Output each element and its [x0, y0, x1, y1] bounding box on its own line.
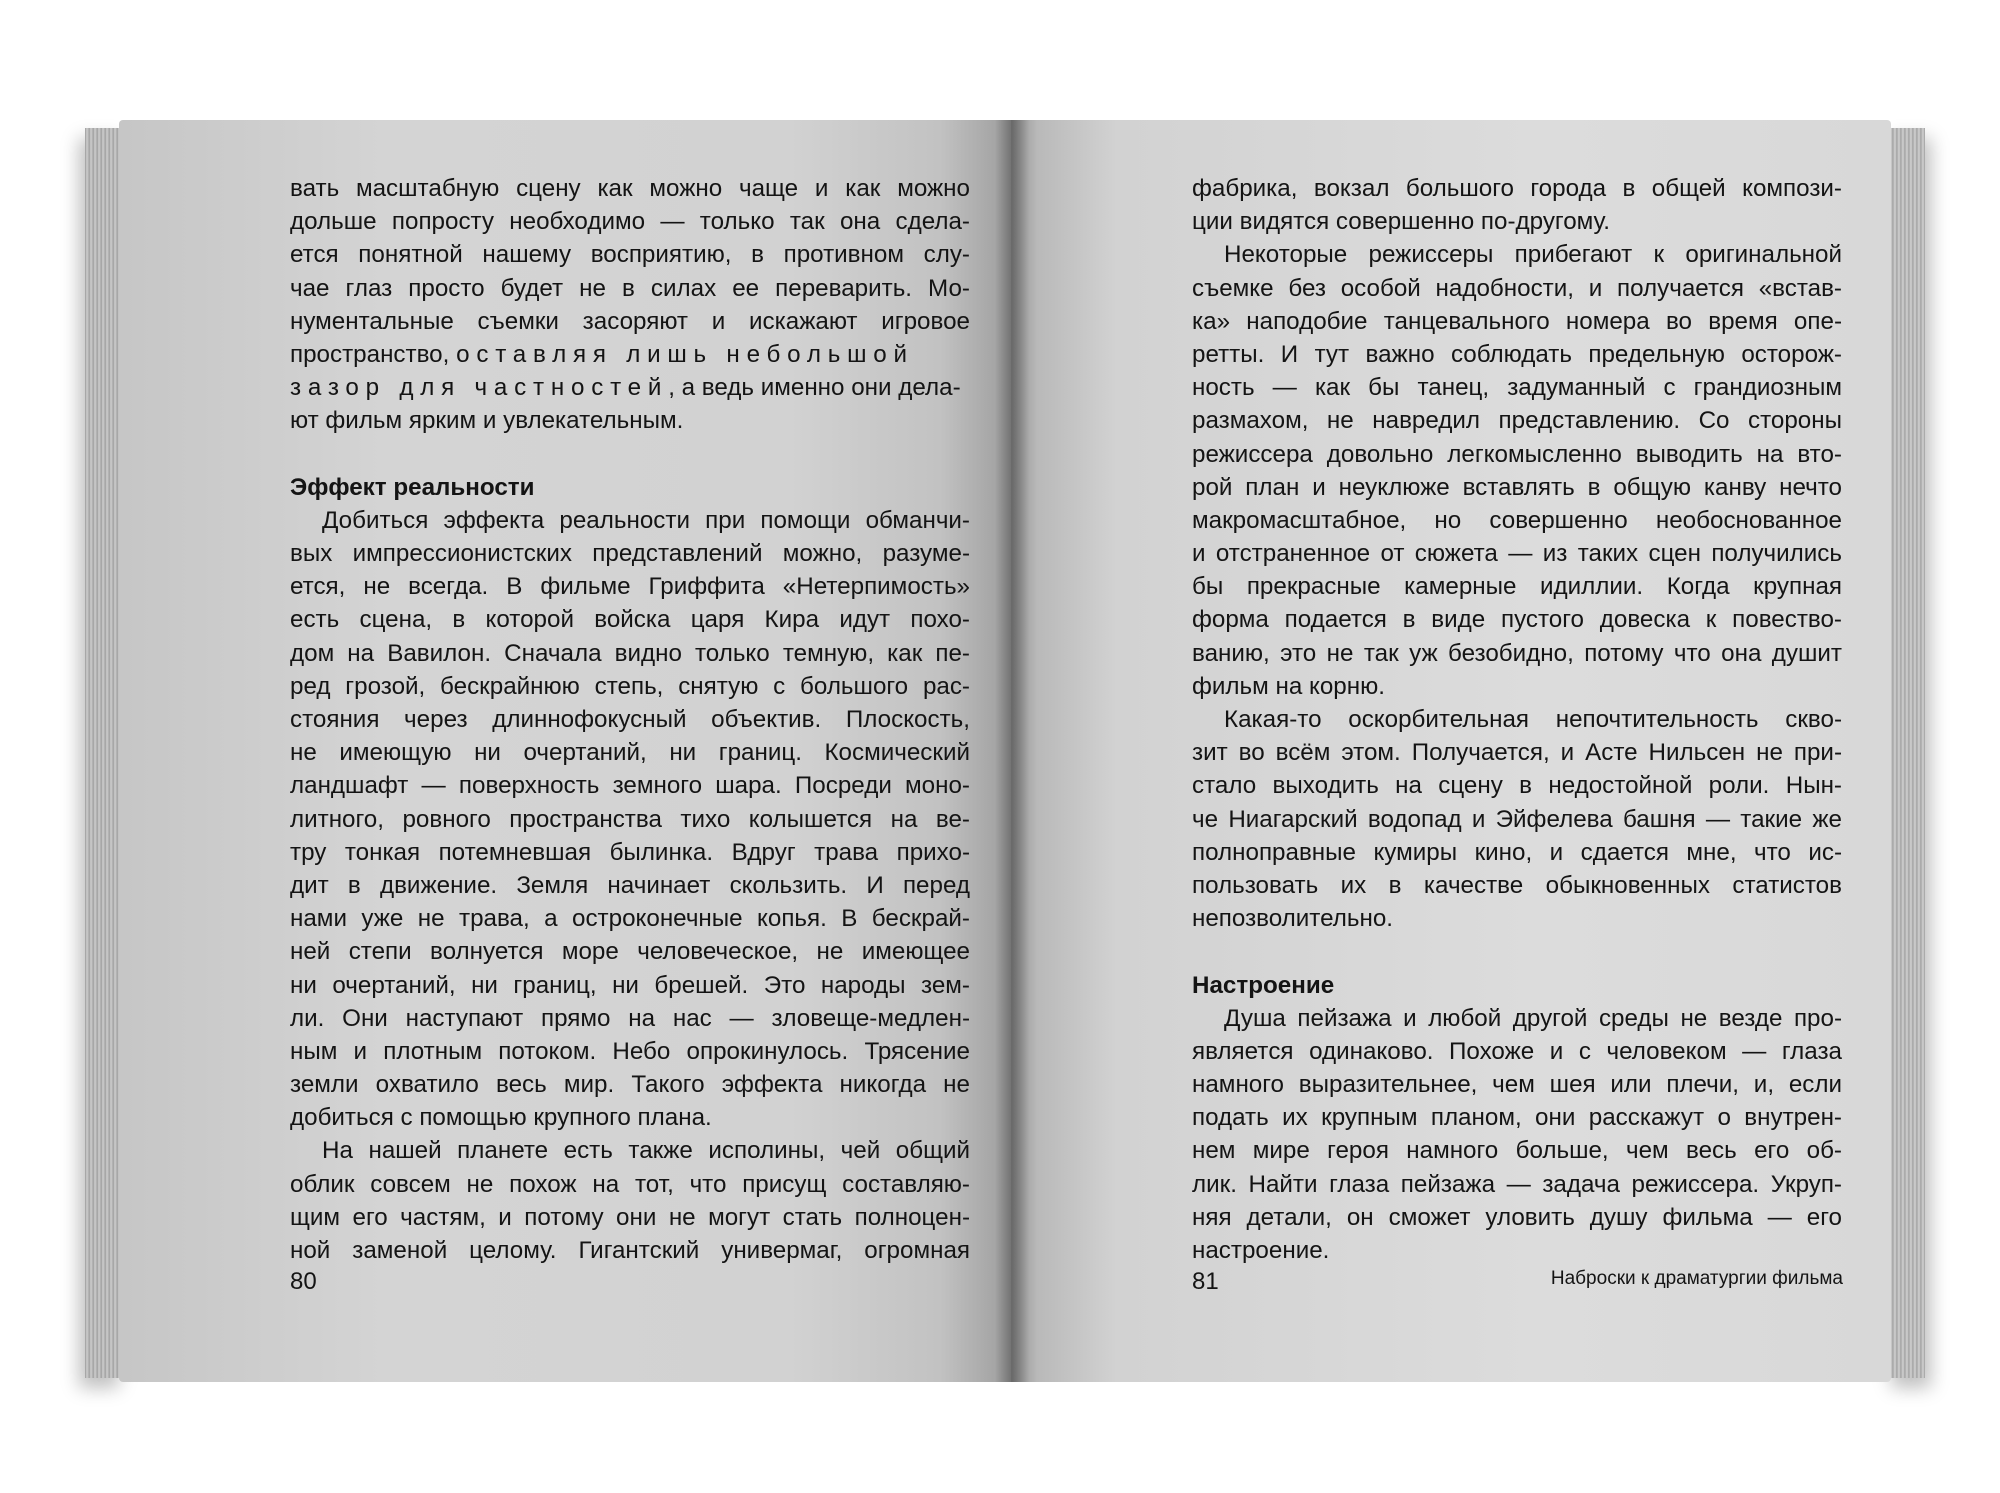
spaced-emphasis: зазор для частностей — [290, 374, 669, 402]
text-line: ется понятной нашему восприятию, в противном слу- — [290, 241, 970, 269]
left-page — [119, 120, 1011, 1382]
text-line: фильм на корню. — [1192, 672, 1385, 700]
text-line: ней степи волнуется море человеческое, не имеющее — [290, 938, 970, 966]
text-line: дольше попросту необходимо — только так она сдела- — [290, 208, 970, 236]
text-line: ции видятся совершенно по-другому. — [1192, 208, 1610, 236]
text-line: полноправные кумиры кино, и сдается мне, что ис- — [1192, 838, 1842, 866]
text-line: че Ниагарский водопад и Эйфелева башня — такие же — [1192, 805, 1842, 833]
text-line — [290, 371, 970, 404]
text-line: ным и плотным потоком. Небо опрокинулось. Трясение — [290, 1037, 970, 1065]
running-head: Наброски к драматургии фильма — [1550, 1268, 1843, 1289]
text-line: макромасштабное, но совершенно необоснованное — [1192, 506, 1842, 534]
left-page-text — [290, 172, 970, 1267]
text-line: рой план и неуклюже вставлять в общую канву нечто — [1192, 473, 1842, 501]
text-line: чае глаз просто будет не в силах ее переварить. Мо- — [290, 274, 970, 302]
text-line: размахом, не навредил представлению. Со стороны — [1192, 407, 1842, 435]
text-line: пользовать их в качестве обыкновенных статистов — [1192, 871, 1842, 899]
section-heading: Настроение — [1192, 971, 1335, 999]
text-line: нами уже не трава, а остроконечные копья. В бескрай- — [290, 905, 970, 933]
text-line: и отстраненное от сюжета — из таких сцен получились — [1192, 540, 1842, 568]
spaced-emphasis: оставляя лишь небольшой — [456, 340, 914, 368]
text-line: добиться с помощью крупного плана. — [290, 1104, 712, 1132]
text-line: есть сцена, в которой войска царя Кира идут похо- — [290, 606, 970, 634]
right-page — [1011, 120, 1891, 1382]
text-line: дит в движение. Земля начинает скользить. И перед — [290, 871, 970, 899]
text-line: литного, ровного пространства тихо колышется на ве- — [290, 805, 970, 833]
text-fragment: пространство, — [290, 340, 450, 368]
paragraph-gap — [290, 438, 970, 471]
text-line: дом на Вавилон. Сначала видно только темную, как пе- — [290, 639, 970, 667]
right-page-text — [1192, 172, 1842, 1267]
text-line: ной заменой целому. Гигантский универмаг, огромная — [290, 1237, 970, 1264]
page-number-right: 81 — [1192, 1268, 1219, 1295]
text-line: ретты. И тут важно соблюдать предельную осторож- — [1192, 340, 1842, 368]
text-line: стояния через длиннофокусный объектив. Плоскость, — [290, 706, 970, 733]
text-line: непозволительно. — [1192, 905, 1393, 933]
text-line: бы прекрасные камерные идиллии. Когда крупная — [1192, 573, 1842, 601]
text-fragment: , а ведь именно они дела- — [668, 374, 961, 402]
text-line: намного выразительнее, чем шея или плечи, и, если — [1192, 1071, 1842, 1099]
text-line: На нашей планете есть также исполины, чей общий — [322, 1137, 970, 1165]
text-line: ность — как бы танец, задуманный с грандиозным — [1192, 374, 1842, 402]
text-line: нументальные съемки засоряют и искажают игровое — [290, 307, 970, 335]
text-line: ется, не всегда. В фильме Гриффита «Нетерпимость» — [290, 573, 970, 601]
page-number-left: 80 — [290, 1268, 317, 1295]
text-line: ред грозой, бескрайнюю степь, снятую с большого рас- — [290, 672, 970, 700]
text-line: подать их крупным планом, они расскажут о внутрен- — [1192, 1104, 1842, 1132]
text-line: вать масштабную сцену как можно чаще и как можно — [290, 175, 970, 202]
text-line: Некоторые режиссеры прибегают к оригинальной — [1224, 241, 1842, 269]
text-line: Добиться эффекта реальности при помощи обманчи- — [322, 506, 970, 534]
text-line: тру тонкая потемневшая былинка. Вдруг трава прихо- — [290, 838, 970, 866]
open-book — [85, 120, 1925, 1385]
right-page-edges — [1885, 128, 1925, 1378]
text-line: настроение. — [1192, 1237, 1330, 1264]
text-line: нем мире героя намного больше, чем весь его об- — [1192, 1137, 1842, 1165]
text-line: режиссера довольно легкомысленно выводить на вто- — [1192, 440, 1842, 468]
text-line: няя детали, он сможет уловить душу фильма — его — [1192, 1203, 1842, 1231]
text-line: зит во всём этом. Получается, и Асте Нильсен не при- — [1192, 739, 1842, 767]
text-line: ли. Они наступают прямо на нас — зловеще-медлен- — [290, 1004, 970, 1032]
text-line: фабрика, вокзал большого города в общей компози- — [1192, 175, 1842, 202]
text-line: не имеющую ни очертаний, ни границ. Космический — [290, 739, 970, 767]
text-line: являетcя одинаково. Похоже и с человеком — глаза — [1192, 1037, 1842, 1065]
text-line: Какая-то оскорбительная непочтительность скво- — [1224, 706, 1842, 733]
text-line: форма подается в виде пустого довеска к повество- — [1192, 606, 1842, 634]
text-line: стало выходить на сцену в недостойной роли. Нын- — [1192, 772, 1842, 800]
text-line: земли охватило весь мир. Такого эффекта никогда не — [290, 1071, 970, 1099]
text-line: щим его частям, и потому они не могут стать полноцен- — [290, 1203, 970, 1231]
text-line: ванию, это не так уж безобидно, потому что она душит — [1192, 639, 1842, 667]
text-line: ка» наподобие танцевального номера во время опе- — [1192, 307, 1842, 335]
text-line: вых импрессионистских представлений можно, разуме- — [290, 540, 970, 568]
text-line — [290, 338, 970, 371]
text-line: съемке без особой надобности, и получается «встав- — [1192, 274, 1842, 302]
paragraph-gap — [1192, 935, 1842, 968]
text-line: Душа пейзажа и любой другой среды не везде про- — [1224, 1004, 1842, 1032]
text-line: лик. Найти глаза пейзажа — задача режиссера. Укруп- — [1192, 1170, 1842, 1198]
text-line: ландшафт — поверхность земного шара. Посреди моно- — [290, 772, 970, 800]
text-line: облик совсем не похож на тот, что присущ составляю- — [290, 1170, 970, 1198]
section-heading: Эффект реальности — [290, 473, 535, 501]
text-line: ни очертаний, ни границ, ни брешей. Это народы зем- — [290, 971, 970, 999]
text-line: ют фильм ярким и увлекательным. — [290, 407, 684, 435]
